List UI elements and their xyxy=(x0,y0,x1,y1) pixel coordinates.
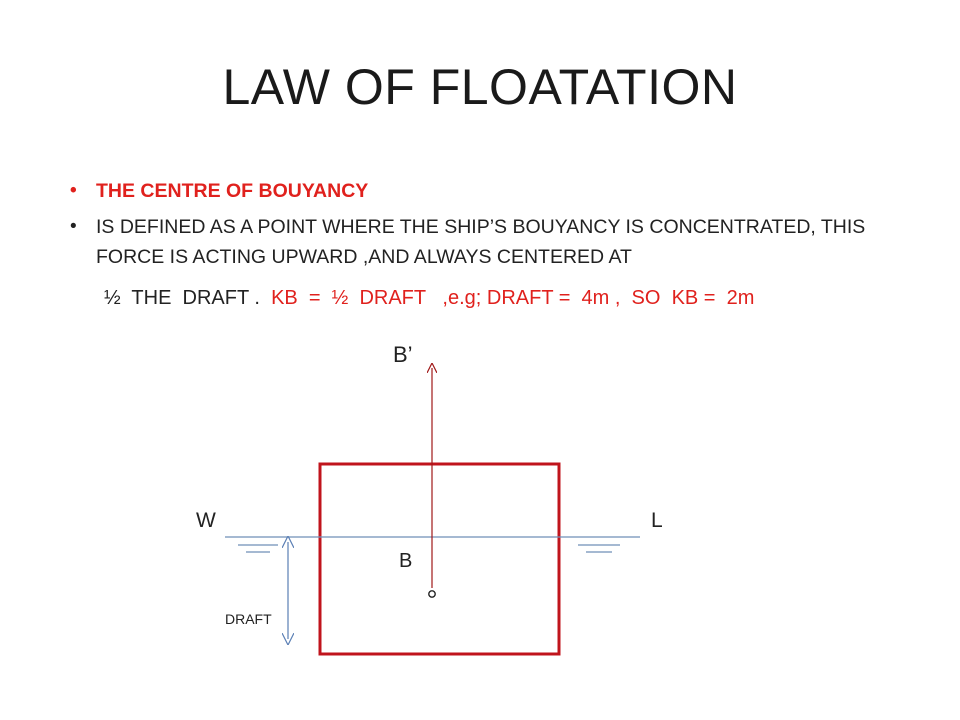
centre-of-buoyancy-point xyxy=(429,591,435,597)
bullet-text: IS DEFINED AS A POINT WHERE THE SHIP’S BOUYANCY IS CONCENTRATED, THIS FORCE IS ACTING UPWARD ,AND ALWAYS CENTERED AT xyxy=(96,216,866,268)
label-b: B xyxy=(399,550,413,572)
formula-red-text: KB = ½ DRAFT ,e.g; DRAFT = 4m , SO KB = 2m xyxy=(271,287,755,309)
slide-title: LAW OF FLOATATION xyxy=(222,59,738,115)
label-l: L xyxy=(651,509,663,532)
bullet-text: THE CENTRE OF BOUYANCY xyxy=(96,180,369,202)
bullet-dot: • xyxy=(70,180,77,201)
label-b-prime: B’ xyxy=(393,342,413,367)
label-w: W xyxy=(196,509,216,532)
formula-black-text: ½ THE DRAFT . xyxy=(104,287,272,309)
label-draft: DRAFT xyxy=(225,611,272,627)
hull-rectangle xyxy=(320,464,559,654)
bullet-dot: • xyxy=(70,216,77,237)
